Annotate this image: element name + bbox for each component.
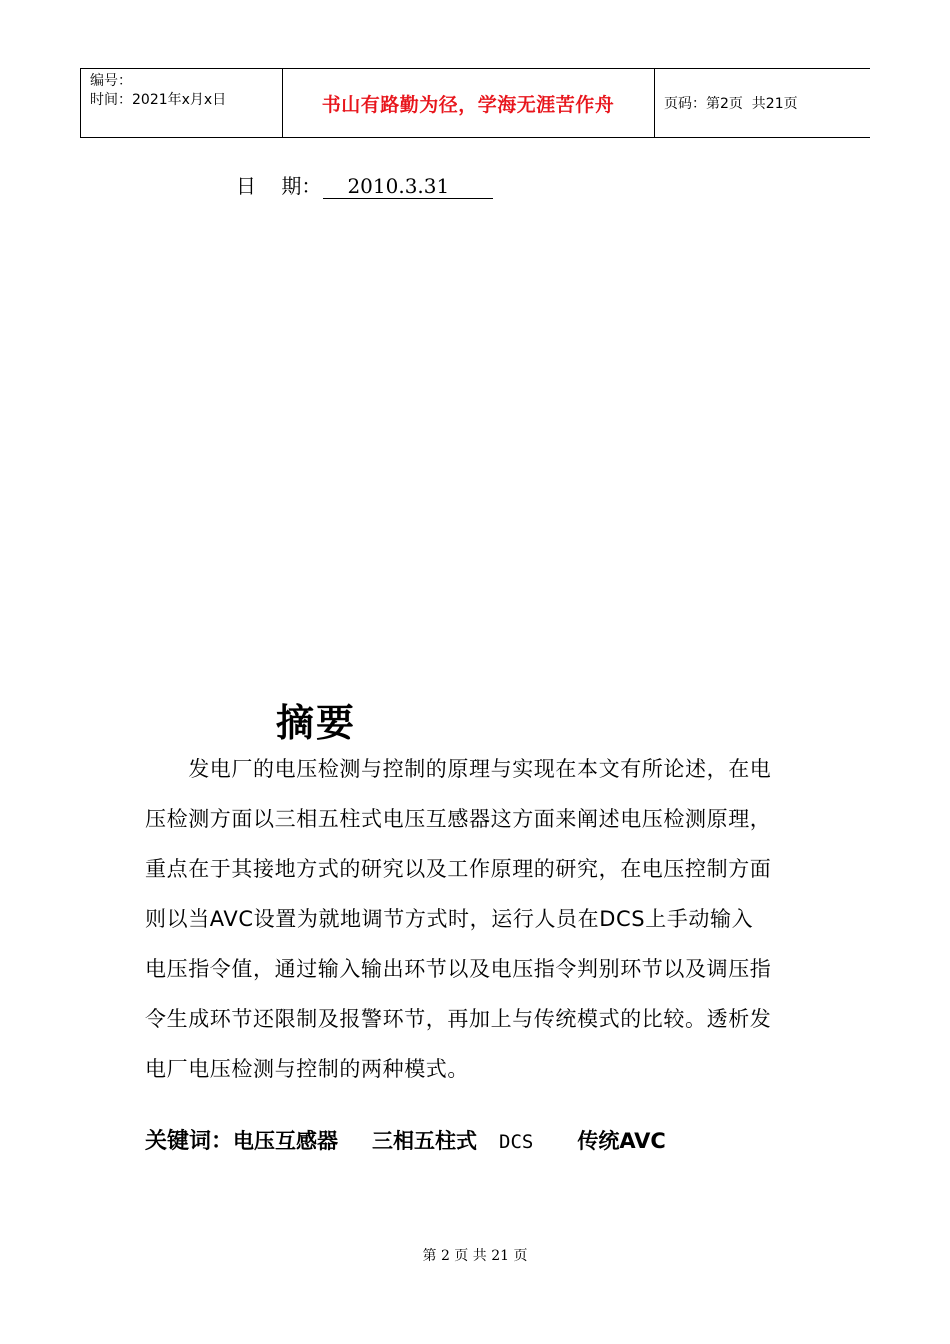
abstract-line: 发电厂的电压检测与控制的原理与实现在本文有所论述，在电 xyxy=(145,757,772,781)
keyword-item: DCS xyxy=(499,1131,534,1153)
header-table xyxy=(80,68,870,138)
serial-label: 编号： xyxy=(90,73,132,89)
abstract-line: 重点在于其接地方式的研究以及工作原理的研究，在电压控制方面 xyxy=(145,857,772,881)
abstract-line: 压检测方面以三相五柱式电压互感器这方面来阐述电压检测原理， xyxy=(145,807,772,831)
abstract-line: 电厂电压检测与控制的两种模式。 xyxy=(145,1057,469,1081)
abstract-title: 摘要 xyxy=(276,701,357,745)
header-info-cell xyxy=(90,72,226,110)
keyword-item: 三相五柱式 xyxy=(372,1129,478,1153)
abstract-body xyxy=(145,744,795,1094)
header-border-left xyxy=(80,69,81,137)
abstract-line: 则以当AVC设置为就地调节方式时，运行人员在DCS上手动输入 xyxy=(145,907,754,931)
time-label: 时间：2021年x月x日 xyxy=(90,92,227,108)
abstract-line: 令生成环节还限制及报警环节，再加上与传统模式的比较。透析发 xyxy=(145,1007,772,1031)
header-page-info: 页码：第2页 共21页 xyxy=(664,96,798,112)
date-label: 日 期： xyxy=(236,174,322,198)
header-motto: 书山有路勤为径，学海无涯苦作舟 xyxy=(321,93,615,116)
keyword-item: 传统AVC xyxy=(577,1129,666,1153)
header-divider-2 xyxy=(654,69,655,137)
keywords-label: 关键词： xyxy=(145,1129,234,1154)
date-line xyxy=(236,170,493,199)
keywords-line xyxy=(145,1124,666,1155)
abstract-line: 电压指令值，通过输入输出环节以及电压指令判别环节以及调压指 xyxy=(145,957,772,981)
date-value: 2010.3.31 xyxy=(323,174,493,199)
page-footer: 第 2 页 共 21 页 xyxy=(422,1248,528,1264)
keyword-item: 电压互感器 xyxy=(233,1129,339,1153)
